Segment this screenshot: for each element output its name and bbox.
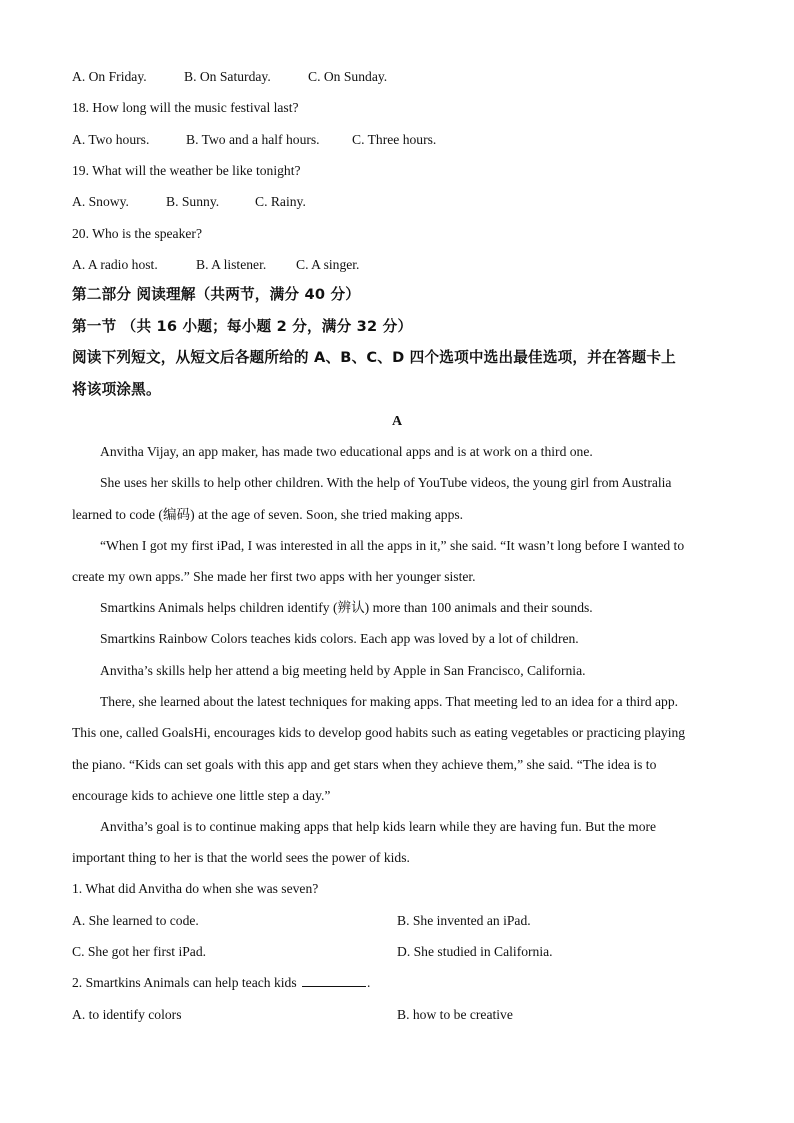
q2-option-a: A. to identify colors [72, 1007, 182, 1022]
passage-line: “When I got my first iPad, I was interested in all the apps in it,” she said. “It wasn’t long before I wanted to [100, 538, 685, 553]
q1-option-c: C. She got her first iPad. [72, 944, 207, 959]
q19-option-c: C. Rainy. [255, 194, 306, 209]
passage-line: Anvitha’s goal is to continue making apps that help kids learn while they are having fun. But the more [100, 819, 657, 834]
passage-label: A [391, 414, 403, 429]
q18-option-a: A. Two hours. [72, 132, 150, 147]
passage-line: the piano. “Kids can set goals with this app and get stars when they achieve them,” she said. “The idea is to [72, 757, 657, 772]
part-heading: 第二部分 阅读理解（共两节，满分 40 分） [72, 286, 361, 303]
q17-option-a: A. On Friday. [72, 69, 147, 84]
passage-line: She uses her skills to help other children. With the help of YouTube videos, the young girl from Australia [100, 475, 672, 490]
q1-question: 1. What did Anvitha do when she was seven? [72, 881, 319, 896]
passage-line: Smartkins Animals helps children identify (辨认) more than 100 animals and their sounds. [100, 600, 593, 615]
passage-line: important thing to her is that the world sees the power of kids. [72, 850, 410, 865]
instruction-line-2: 将该项涂黑。 [72, 381, 161, 398]
q19-option-a: A. Snowy. [72, 194, 129, 209]
passage-line: encourage kids to achieve one little step a day.” [72, 788, 331, 803]
q17-option-b: B. On Saturday. [184, 69, 271, 84]
q20-option-a: A. A radio host. [72, 257, 158, 272]
q2-option-b: B. how to be creative [397, 1007, 513, 1022]
q1-option-b: B. She invented an iPad. [397, 913, 531, 928]
q1-option-a: A. She learned to code. [72, 913, 199, 928]
q19-option-b: B. Sunny. [166, 194, 220, 209]
passage-line: create my own apps.” She made her first two apps with her younger sister. [72, 569, 476, 584]
q20-question: 20. Who is the speaker? [72, 226, 202, 241]
passage-line: Smartkins Rainbow Colors teaches kids colors. Each app was loved by a lot of children. [100, 631, 579, 646]
q20-option-c: C. A singer. [296, 257, 360, 272]
q18-question: 18. How long will the music festival last? [72, 100, 299, 115]
passage-line: learned to code (编码) at the age of seven. Soon, she tried making apps. [72, 507, 464, 522]
q2-question [72, 974, 370, 992]
passage-line: Anvitha’s skills help her attend a big meeting held by Apple in San Francisco, California. [100, 663, 586, 678]
q20-option-b: B. A listener. [196, 257, 267, 272]
passage-line: Anvitha Vijay, an app maker, has made two educational apps and is at work on a third one. [100, 444, 593, 459]
section-heading: 第一节 （共 16 小题；每小题 2 分，满分 32 分） [72, 318, 413, 335]
passage-line: This one, called GoalsHi, encourages kids to develop good habits such as eating vegetables or practicing playing [72, 725, 686, 740]
passage-line: There, she learned about the latest techniques for making apps. That meeting led to an idea for a third app. [100, 694, 679, 709]
q18-option-b: B. Two and a half hours. [186, 132, 320, 147]
q2-question-text: 2. Smartkins Animals can help teach kids [72, 975, 297, 990]
q2-question-suffix: . [367, 975, 371, 990]
q19-question: 19. What will the weather be like tonight? [72, 163, 301, 178]
q17-option-c: C. On Sunday. [308, 69, 388, 84]
q1-option-d: D. She studied in California. [397, 944, 553, 959]
q18-option-c: C. Three hours. [352, 132, 437, 147]
answer-blank [302, 974, 366, 987]
instruction-line-1: 阅读下列短文，从短文后各题所给的 A、B、C、D 四个选项中选出最佳选项，并在答题卡上 [72, 349, 676, 366]
